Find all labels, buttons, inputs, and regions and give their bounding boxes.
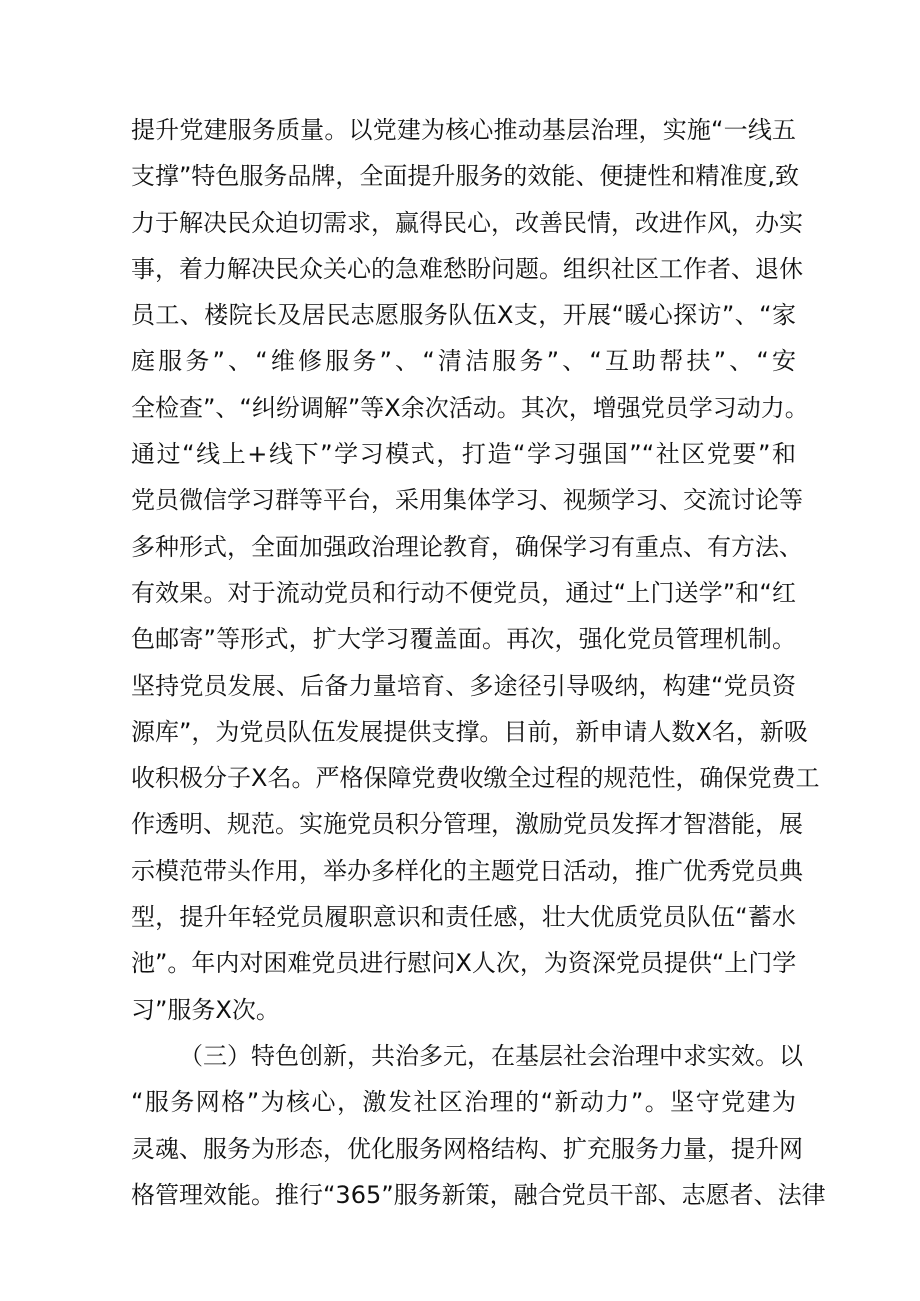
- text-line-5: 员工、楼院长及居民志愿服务队伍X支，开展“暖心探访”、“家: [131, 301, 796, 330]
- text-line-15: 收积极分子X名。严格保障党费收缴全过程的规范性，确保党费工: [131, 764, 820, 793]
- text-line-2: 支撑”特色服务品牌，全面提升服务的效能、便捷性和精准度,致: [131, 162, 800, 191]
- text-line-8: 通过“线上+线下”学习模式，打造“学习强国”“社区党要”和: [131, 440, 796, 469]
- text-line-20: 习”服务X次。: [131, 995, 280, 1024]
- text-line-10: 多种形式，全面加强政治理论教育，确保学习有重点、有方法、: [131, 532, 803, 561]
- text-line-23: 灵魂、服务为形态，优化服务网格结构、扩充服务力量，提升网: [131, 1134, 803, 1163]
- text-line-6: 庭服务”、“维修服务”、“清洁服务”、“互助帮扶”、“安: [131, 347, 796, 376]
- text-line-13: 坚持党员发展、后备力量培育、多途径引导吸纳，构建“党员资: [131, 671, 796, 700]
- text-line-18: 型，提升年轻党员履职意识和责任感，壮大优质党员队伍“蓄水: [131, 903, 796, 932]
- text-line-4: 事，着力解决民众关心的急难愁盼问题。组织社区工作者、退休: [131, 254, 803, 283]
- text-line-22: “服务网格”为核心，激发社区治理的“新动力”。坚守党建为: [131, 1088, 796, 1117]
- text-line-12: 色邮寄”等形式，扩大学习覆盖面。再次，强化党员管理机制。: [131, 625, 796, 654]
- text-line-1: 提升党建服务质量。以党建为核心推动基层治理，实施“一线五: [131, 116, 796, 144]
- text-line-19: 池”。年内对困难党员进行慰问X人次，为资深党员提供“上门学: [131, 949, 797, 978]
- text-line-24: 格管理效能。推行“365”服务新策，融合党员干部、志愿者、法律: [131, 1180, 826, 1209]
- text-line-11: 有效果。对于流动党员和行动不便党员，通过“上门送学”和“红: [131, 578, 796, 607]
- body-text: [131, 107, 826, 1218]
- text-line-3: 力于解决民众迫切需求，赢得民心，改善民情，改进作风，办实: [131, 208, 803, 237]
- text-line-16: 作透明、规范。实施党员积分管理，激励党员发挥才智潜能，展: [131, 810, 803, 839]
- text-line-9: 党员微信学习群等平台，采用集体学习、视频学习、交流讨论等: [131, 486, 803, 515]
- text-line-14: 源库”，为党员队伍发展提供支撑。目前，新申请人数X名，新吸: [131, 717, 808, 746]
- section-heading-line: （三）特色创新，共治多元，在基层社会治理中求实效。以: [179, 1041, 803, 1070]
- text-line-17: 示模范带头作用，举办多样化的主题党日活动，推广优秀党员典: [131, 856, 803, 885]
- text-line-7: 全检查”、“纠纷调解”等X余次活动。其次，增强党员学习动力。: [131, 393, 809, 422]
